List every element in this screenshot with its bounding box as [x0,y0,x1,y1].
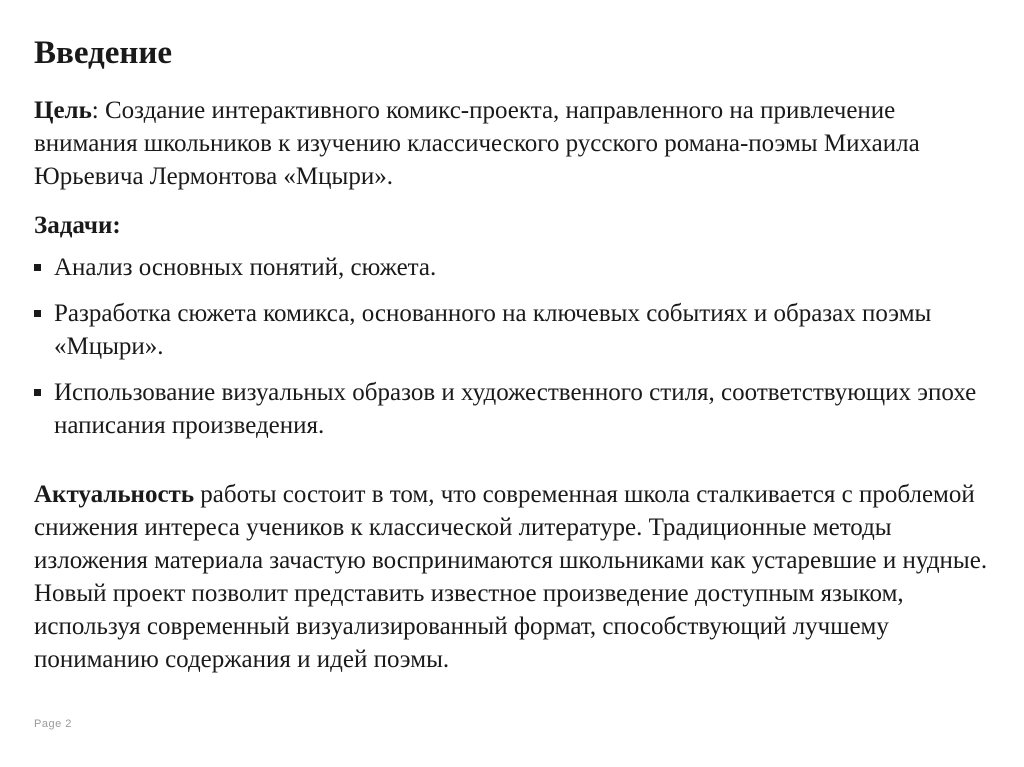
square-bullet-icon [34,264,41,271]
square-bullet-icon [34,310,41,317]
relevance-text: работы состоит в том, что современная школа сталкивается с проблемой снижения интереса учеников к классической литературе. Традиционные методы изложения материала зачастую воспринимаются школьниками как устаревшие и нудные. Новый проект позволит представить известное произведение доступным языком, используя современный визуализированный формат, способствующий лучшему пониманию содержания и идей поэмы. [34,481,988,673]
relevance-paragraph [34,478,994,676]
task-item [34,251,994,284]
tasks-heading: Задачи: [34,212,121,239]
goal-label: Цель [34,97,92,124]
task-text: Анализ основных понятий, сюжета. [54,254,437,281]
slide-title: Введение [34,35,173,71]
goal-text: : Создание интерактивного комикс-проекта, направленного на привлечение внимания школьников к изучению классического русского романа-поэмы Михаила Юрьевича Лермонтова «Мцыри». [34,97,920,190]
goal-paragraph [34,94,994,193]
square-bullet-icon [34,389,41,396]
page-watermark: Page 2 [34,718,72,730]
task-text: Использование визуальных образов и художественного стиля, соответствующих эпохе написания произведения. [54,379,977,439]
slide-content [34,30,994,676]
task-text: Разработка сюжета комикса, основанного на ключевых событиях и образах поэмы «Мцыри». [54,300,932,360]
tasks-list [34,251,994,442]
task-item [34,376,994,442]
relevance-label: Актуальность [34,481,195,508]
task-item [34,297,994,363]
